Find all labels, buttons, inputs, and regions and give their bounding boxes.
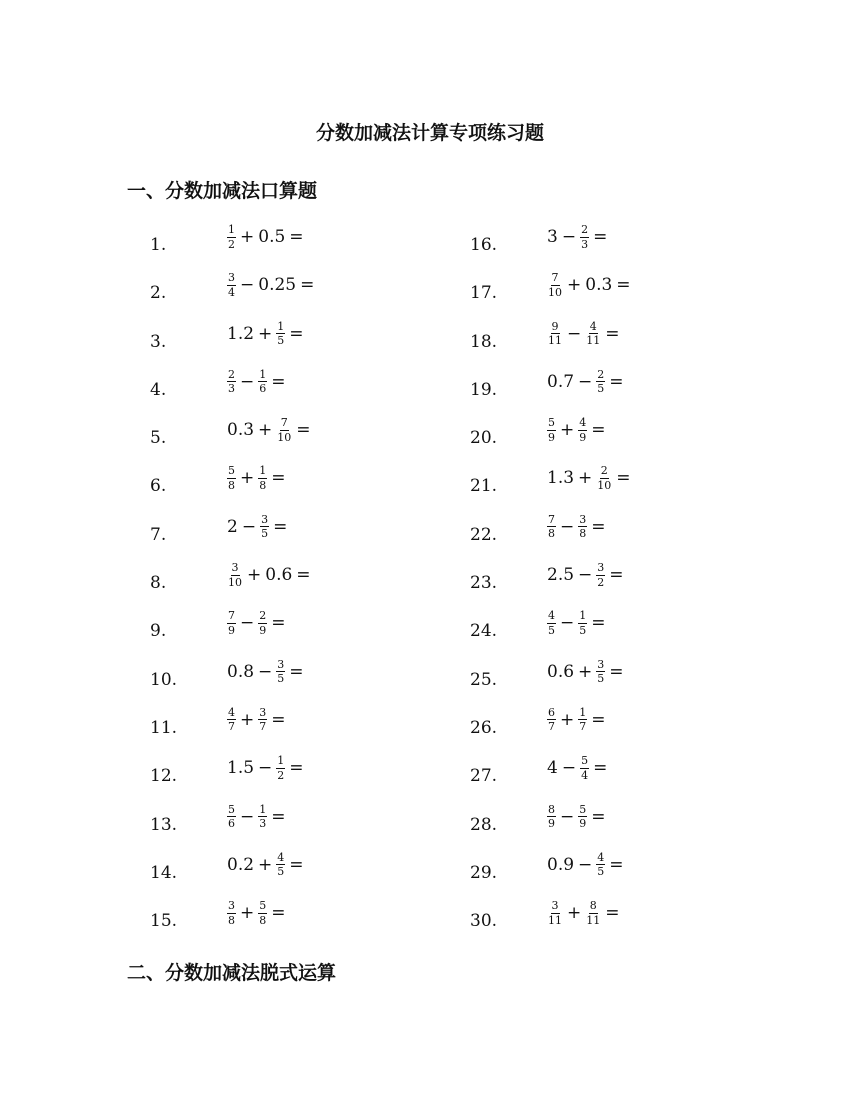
fraction-denominator: 8 xyxy=(548,527,555,541)
problem-expression xyxy=(547,648,628,696)
fraction xyxy=(258,804,267,830)
fraction xyxy=(578,804,587,830)
fraction xyxy=(258,610,267,636)
equals-sign: = xyxy=(296,420,311,441)
fraction-numerator: 3 xyxy=(597,657,605,671)
operator: − xyxy=(560,516,575,537)
fraction-numerator: 9 xyxy=(551,319,559,333)
fraction-denominator: 8 xyxy=(228,913,235,927)
operator: − xyxy=(241,516,257,537)
fraction-denominator: 9 xyxy=(228,623,235,637)
problem-expression xyxy=(227,696,290,744)
fraction-numerator: 3 xyxy=(228,271,235,285)
fraction-denominator: 8 xyxy=(228,478,235,492)
fraction xyxy=(227,900,236,926)
operator: − xyxy=(560,806,575,827)
problem-number: 12. xyxy=(150,766,178,787)
problem-number: 2. xyxy=(150,283,167,304)
fraction xyxy=(547,707,556,733)
problem-expression xyxy=(227,841,308,889)
fraction xyxy=(276,321,285,347)
fraction xyxy=(547,610,556,636)
number-term: 0.5 xyxy=(258,227,286,247)
problem-number: 3. xyxy=(150,331,167,352)
operator: − xyxy=(240,806,255,827)
fraction-denominator: 7 xyxy=(579,720,587,734)
fraction-numerator: 7 xyxy=(551,271,559,285)
fraction-denominator: 5 xyxy=(277,672,285,686)
number-term: 0.25 xyxy=(258,275,297,296)
operator: + xyxy=(240,709,255,730)
fraction-denominator: 9 xyxy=(579,430,587,444)
fraction-numerator: 1 xyxy=(228,222,235,236)
fraction-numerator: 2 xyxy=(259,609,267,623)
problem-number: 7. xyxy=(150,524,167,545)
problem-number: 6. xyxy=(150,476,167,497)
fraction-numerator: 1 xyxy=(259,802,267,816)
problem-expression xyxy=(547,406,610,454)
fraction xyxy=(578,610,587,636)
fraction-numerator: 4 xyxy=(548,609,555,623)
problem-number: 1. xyxy=(150,235,167,255)
equals-sign: = xyxy=(271,371,286,392)
equals-sign: = xyxy=(296,565,311,586)
fraction-denominator: 7 xyxy=(259,720,267,734)
fraction xyxy=(227,465,236,491)
fraction-denominator: 10 xyxy=(277,430,292,444)
fraction xyxy=(227,369,236,395)
fraction xyxy=(276,659,285,685)
problem-expression xyxy=(227,648,308,696)
fraction-denominator: 7 xyxy=(548,720,555,734)
equals-sign: = xyxy=(271,903,286,924)
fraction-numerator: 4 xyxy=(597,850,605,864)
problem-expression xyxy=(547,261,635,309)
operator: + xyxy=(240,468,255,489)
operator: + xyxy=(258,854,273,875)
fraction-numerator: 3 xyxy=(228,899,235,913)
fraction-numerator: 5 xyxy=(581,754,589,768)
fraction-numerator: 8 xyxy=(548,802,555,816)
fraction-numerator: 3 xyxy=(551,899,559,913)
number-term: 0.2 xyxy=(227,854,255,875)
problem-number: 8. xyxy=(150,573,167,594)
operator: + xyxy=(240,227,255,247)
problem-expression xyxy=(547,358,628,406)
fraction xyxy=(547,272,563,298)
equals-sign: = xyxy=(591,420,606,441)
fraction xyxy=(227,707,236,733)
problem-expression xyxy=(547,841,628,889)
fraction-denominator: 9 xyxy=(579,817,587,831)
equals-sign: = xyxy=(591,806,606,827)
operator: − xyxy=(567,323,582,344)
fraction xyxy=(227,610,236,636)
problem-number: 11. xyxy=(150,717,178,738)
fraction-denominator: 9 xyxy=(548,817,555,831)
problem-expression xyxy=(547,551,628,599)
fraction xyxy=(580,224,589,250)
fraction-denominator: 2 xyxy=(277,768,285,782)
fraction-numerator: 2 xyxy=(597,367,605,381)
problem-number: 15. xyxy=(150,911,178,932)
fraction xyxy=(585,900,601,926)
fraction-numerator: 3 xyxy=(277,657,285,671)
fraction-denominator: 9 xyxy=(259,623,267,637)
problem-number: 24. xyxy=(470,621,498,642)
operator: + xyxy=(560,420,575,441)
fraction-denominator: 3 xyxy=(581,237,589,251)
problem-number: 27. xyxy=(470,766,498,787)
number-term: 0.3 xyxy=(227,420,255,441)
fraction xyxy=(578,417,587,443)
equals-sign: = xyxy=(271,806,286,827)
fraction xyxy=(547,514,556,540)
fraction-numerator: 3 xyxy=(259,705,267,719)
problem-expression xyxy=(227,406,315,454)
fraction xyxy=(578,707,587,733)
fraction-denominator: 5 xyxy=(597,865,605,879)
fraction-denominator: 5 xyxy=(579,623,587,637)
operator: − xyxy=(561,758,577,779)
fraction xyxy=(596,369,605,395)
fraction-numerator: 3 xyxy=(261,512,269,526)
number-term: 0.8 xyxy=(227,661,255,682)
problem-number: 25. xyxy=(470,669,498,690)
problem-expression xyxy=(547,503,610,551)
problem-expression xyxy=(547,696,610,744)
fraction xyxy=(258,900,267,926)
equals-sign: = xyxy=(289,758,304,779)
operator: − xyxy=(240,371,255,392)
equals-sign: = xyxy=(271,709,286,730)
fraction-denominator: 4 xyxy=(581,768,589,782)
operator: + xyxy=(567,903,582,924)
equals-sign: = xyxy=(289,227,304,247)
fraction xyxy=(258,369,267,395)
fraction-numerator: 2 xyxy=(581,222,589,236)
fraction-denominator: 3 xyxy=(228,382,235,396)
number-term: 2 xyxy=(227,516,238,537)
problem-expression xyxy=(227,310,308,358)
problem-expression xyxy=(547,599,610,647)
operator: − xyxy=(258,661,273,682)
fraction-denominator: 10 xyxy=(597,478,612,492)
fraction-numerator: 1 xyxy=(259,367,267,381)
problem-expression xyxy=(227,889,290,937)
fraction xyxy=(276,852,285,878)
fraction-denominator: 2 xyxy=(597,575,605,589)
fraction-denominator: 5 xyxy=(597,382,605,396)
fraction xyxy=(596,562,605,588)
problem-number: 10. xyxy=(150,669,178,690)
operator: + xyxy=(240,903,255,924)
problem-number: 16. xyxy=(470,235,498,255)
problem-expression xyxy=(547,744,611,792)
number-term: 0.6 xyxy=(265,565,293,586)
fraction-denominator: 5 xyxy=(277,334,285,348)
fraction-denominator: 5 xyxy=(261,527,269,541)
problem-number: 23. xyxy=(470,573,498,594)
problem-number: 26. xyxy=(470,717,498,738)
equals-sign: = xyxy=(616,275,631,296)
fraction xyxy=(258,465,267,491)
fraction xyxy=(580,755,589,781)
problem-expression xyxy=(547,889,624,937)
problem-number: 19. xyxy=(470,379,498,400)
fraction-denominator: 8 xyxy=(259,913,267,927)
fraction-denominator: 5 xyxy=(548,623,555,637)
fraction-numerator: 8 xyxy=(589,899,597,913)
problem-expression xyxy=(227,503,291,551)
problem-expression xyxy=(227,261,318,309)
fraction xyxy=(227,562,243,588)
problem-number: 14. xyxy=(150,862,178,883)
number-term: 3 xyxy=(547,227,558,247)
operator: + xyxy=(567,275,582,296)
fraction-numerator: 5 xyxy=(228,802,235,816)
fraction xyxy=(227,804,236,830)
equals-sign: = xyxy=(593,227,608,247)
operator: + xyxy=(578,468,593,489)
problem-number: 29. xyxy=(470,862,498,883)
fraction-numerator: 4 xyxy=(228,705,235,719)
operator: − xyxy=(578,565,593,586)
equals-sign: = xyxy=(271,468,286,489)
equals-sign: = xyxy=(289,323,304,344)
problem-number: 21. xyxy=(470,476,498,497)
equals-sign: = xyxy=(609,661,624,682)
fraction-denominator: 3 xyxy=(259,817,267,831)
number-term: 0.6 xyxy=(547,661,575,682)
fraction-denominator: 8 xyxy=(579,527,587,541)
equals-sign: = xyxy=(605,903,620,924)
fraction xyxy=(260,514,269,540)
fraction xyxy=(547,900,563,926)
fraction-denominator: 11 xyxy=(586,913,601,927)
operator: + xyxy=(258,323,273,344)
equals-sign: = xyxy=(591,709,606,730)
fraction-numerator: 4 xyxy=(589,319,597,333)
problem-number: 13. xyxy=(150,814,178,835)
problem-expression xyxy=(227,551,315,599)
fraction-numerator: 1 xyxy=(579,705,587,719)
fraction-numerator: 1 xyxy=(259,464,267,478)
operator: − xyxy=(578,371,593,392)
fraction-denominator: 5 xyxy=(597,672,605,686)
number-term: 4 xyxy=(547,758,558,779)
fraction-numerator: 5 xyxy=(228,464,235,478)
fraction xyxy=(276,755,285,781)
operator: − xyxy=(578,854,593,875)
fraction-denominator: 6 xyxy=(228,817,235,831)
problem-number: 18. xyxy=(470,331,498,352)
problem-number: 30. xyxy=(470,911,498,932)
problem-expression xyxy=(227,454,290,502)
fraction-numerator: 4 xyxy=(277,850,285,864)
equals-sign: = xyxy=(609,854,624,875)
fraction-numerator: 3 xyxy=(231,561,239,575)
section-heading-oral: 一、分数加减法口算题 xyxy=(127,180,318,202)
operator: + xyxy=(247,565,262,586)
fraction-numerator: 1 xyxy=(277,754,285,768)
equals-sign: = xyxy=(591,516,606,537)
fraction-numerator: 7 xyxy=(280,416,288,430)
equals-sign: = xyxy=(609,371,624,392)
equals-sign: = xyxy=(289,854,304,875)
number-term: 1.2 xyxy=(227,323,255,344)
fraction-denominator: 11 xyxy=(548,334,562,348)
operator: − xyxy=(240,613,255,634)
problem-expression xyxy=(547,793,610,841)
fraction-numerator: 1 xyxy=(277,319,285,333)
problem-number: 20. xyxy=(470,428,498,449)
fraction xyxy=(578,514,587,540)
fraction-denominator: 11 xyxy=(548,913,562,927)
problem-number: 17. xyxy=(470,283,498,304)
fraction xyxy=(227,224,236,250)
number-term: 2.5 xyxy=(547,565,575,586)
fraction-numerator: 5 xyxy=(259,899,267,913)
fraction-numerator: 7 xyxy=(548,512,555,526)
problem-expression xyxy=(227,599,290,647)
operator: − xyxy=(240,275,255,296)
problem-expression xyxy=(227,358,290,406)
fraction-denominator: 9 xyxy=(548,430,555,444)
fraction-numerator: 5 xyxy=(548,416,555,430)
operator: + xyxy=(560,709,575,730)
number-term: 0.3 xyxy=(585,275,613,296)
number-term: 1.5 xyxy=(227,758,255,779)
fraction xyxy=(227,272,236,298)
fraction-denominator: 10 xyxy=(228,575,242,589)
fraction-denominator: 10 xyxy=(548,285,562,299)
equals-sign: = xyxy=(609,565,624,586)
fraction xyxy=(547,804,556,830)
page-title: 分数加减法计算专项练习题 xyxy=(315,122,544,144)
problem-expression xyxy=(547,454,635,502)
number-term: 0.9 xyxy=(547,854,575,875)
equals-sign: = xyxy=(271,613,286,634)
problem-expression xyxy=(547,213,611,261)
number-term: 0.7 xyxy=(547,371,575,392)
equals-sign: = xyxy=(605,323,620,344)
fraction-numerator: 3 xyxy=(579,512,587,526)
fraction xyxy=(596,659,605,685)
problem-number: 22. xyxy=(470,524,498,545)
fraction-numerator: 4 xyxy=(579,416,587,430)
equals-sign: = xyxy=(273,516,288,537)
problem-number: 28. xyxy=(470,814,498,835)
fraction-numerator: 3 xyxy=(597,561,605,575)
fraction xyxy=(596,465,612,491)
equals-sign: = xyxy=(593,758,608,779)
problem-number: 9. xyxy=(150,621,167,642)
problem-number: 4. xyxy=(150,379,167,400)
fraction-denominator: 6 xyxy=(259,382,267,396)
fraction-numerator: 1 xyxy=(579,609,587,623)
fraction-denominator: 8 xyxy=(259,478,267,492)
operator: − xyxy=(561,227,577,247)
fraction-numerator: 2 xyxy=(600,464,608,478)
problem-number: 5. xyxy=(150,428,167,449)
fraction-denominator: 4 xyxy=(228,285,235,299)
fraction-numerator: 6 xyxy=(548,705,555,719)
operator: − xyxy=(258,758,273,779)
equals-sign: = xyxy=(616,468,631,489)
problem-expression xyxy=(227,793,290,841)
operator: + xyxy=(258,420,273,441)
section-heading-stepwise: 二、分数加减法脱式运算 xyxy=(127,962,337,984)
fraction xyxy=(585,321,601,347)
problem-expression xyxy=(547,310,624,358)
operator: + xyxy=(578,661,593,682)
fraction-denominator: 11 xyxy=(586,334,601,348)
fraction-numerator: 2 xyxy=(228,367,235,381)
fraction-denominator: 5 xyxy=(277,865,285,879)
equals-sign: = xyxy=(300,275,315,296)
fraction xyxy=(258,707,267,733)
problem-expression xyxy=(227,213,308,261)
number-term: 1.3 xyxy=(547,468,575,489)
fraction xyxy=(276,417,292,443)
fraction-denominator: 2 xyxy=(228,237,235,251)
equals-sign: = xyxy=(591,613,606,634)
fraction-numerator: 5 xyxy=(579,802,587,816)
equals-sign: = xyxy=(289,661,304,682)
fraction xyxy=(547,417,556,443)
fraction xyxy=(596,852,605,878)
fraction xyxy=(547,321,563,347)
problem-expression xyxy=(227,744,308,792)
fraction-numerator: 7 xyxy=(228,609,235,623)
operator: − xyxy=(560,613,575,634)
fraction-denominator: 7 xyxy=(228,720,235,734)
